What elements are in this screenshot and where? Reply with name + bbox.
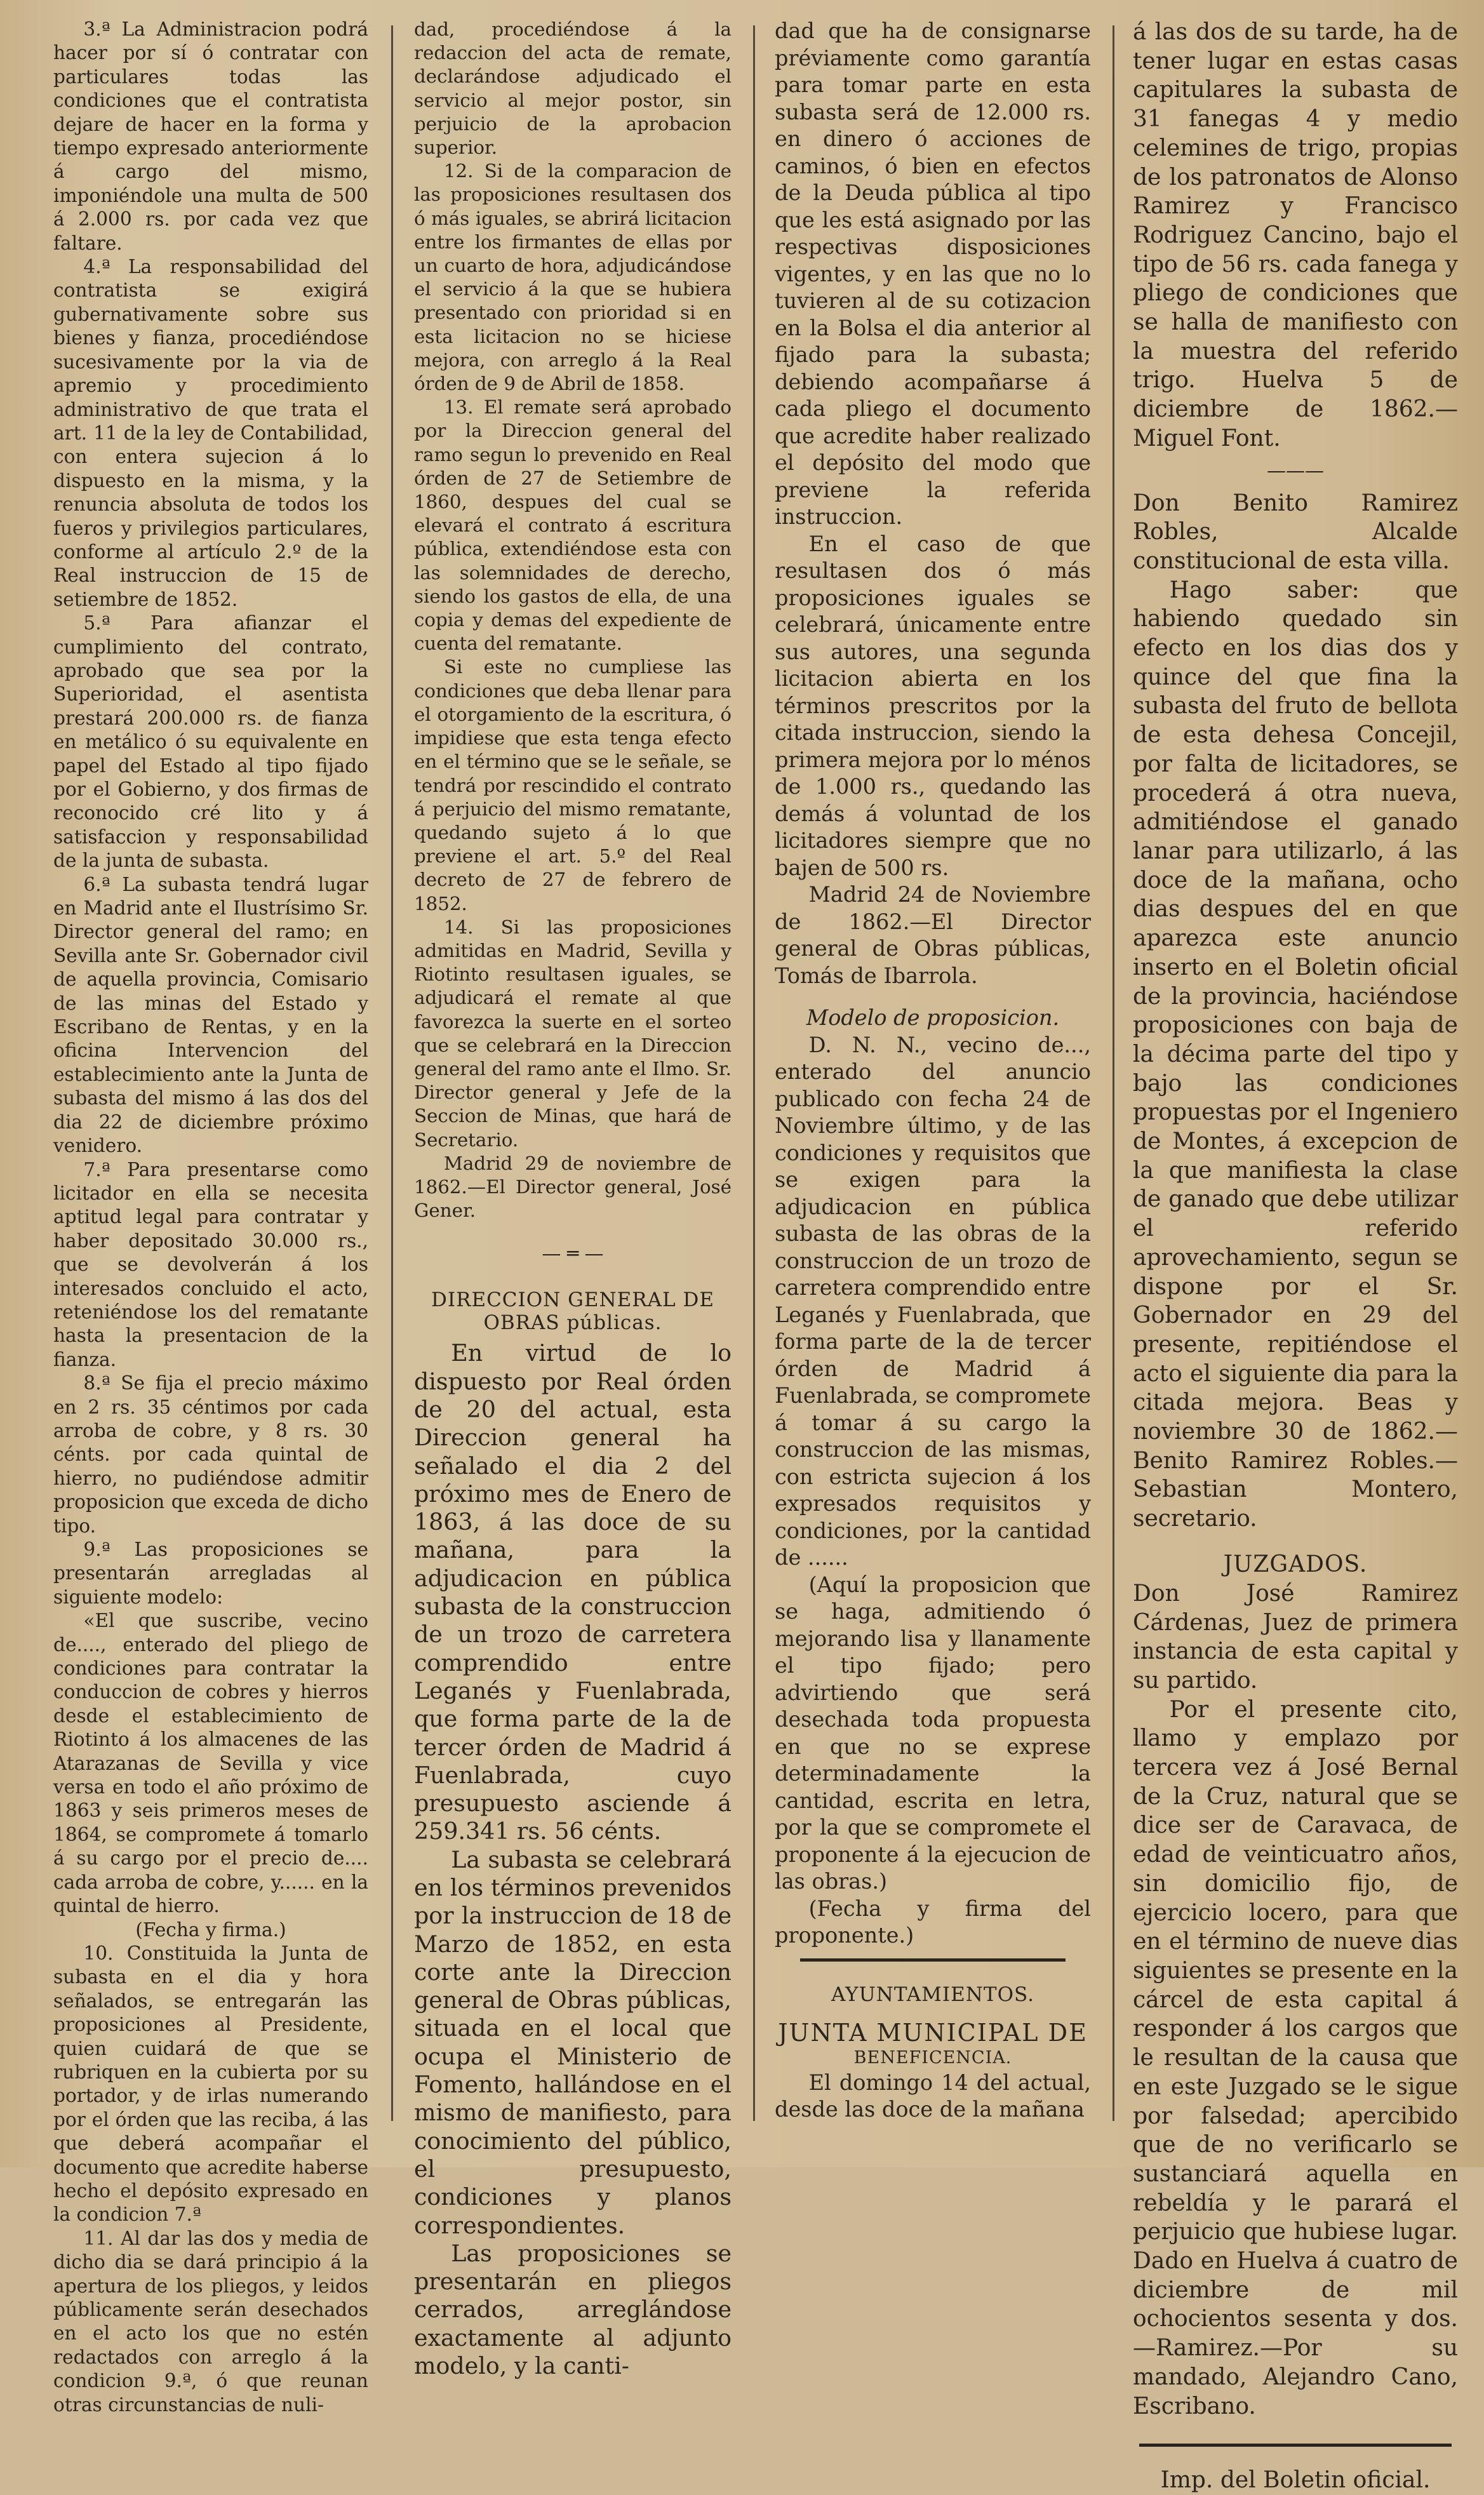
subsection-heading: JUNTA MUNICIPAL DE xyxy=(778,2018,1088,2047)
paragraph: (Fecha y firma del proponente.) xyxy=(775,1896,1091,1948)
paragraph: 10. Constituida la Junta de subasta en el dia y hora señalados, se entregarán las proposiciones al Presidente, quien cuidará de que se rubriquen en la cubierta por su portador, y de irlas numerando por el órden que las reciba, á las que deberá acompañar el documento que acredite haberse hecho el depósito expresado en la condicion 7.ª xyxy=(53,1942,368,2226)
column-1 xyxy=(53,18,368,2417)
divider xyxy=(800,1958,1066,1962)
subsection-heading: BENEFICENCIA. xyxy=(853,2047,1012,2068)
column-3 xyxy=(775,18,1091,2124)
paragraph: En virtud de lo dispuesto por Real órden de 20 del actual, esta Direccion general ha señalado el dia 2 del próximo mes de Enero de 1863, á las doce de su mañana, para la adjudicacion en pública subasta de la construccion de un trozo de carretera comprendido entre Leganés y Fuenlabrada, que forma parte de la de tercer órden de Madrid á Fuenlabrada, cuyo presupuesto asciende á 259.341 rs. 56 cénts. xyxy=(414,1339,732,1845)
paragraph: En el caso de que resultasen dos ó más proposiciones iguales se celebrará, únicamente entre sus autores, una segunda licitacion abierta en los términos prescritos por la citada instruccion, siendo la primera mejora por lo ménos de 1.000 rs., quedando las demás á voluntad de los licitadores siempre que no bajen de 500 rs. xyxy=(775,531,1091,880)
paragraph: 5.ª Para afianzar el cumplimiento del contrato, aprobado que sea por la Superioridad, el asentista prestará 200.000 rs. de fianza en metálico ó su equivalente en papel del Estado al tipo fijado por el Gobierno, y dos firmas de reconocido cré lito y á satisfaccion y responsabilidad de la junta de subasta. xyxy=(53,612,368,872)
paragraph: á las dos de su tarde, ha de tener lugar en estas casas capitulares la subasta de 31 fanegas 4 y medio celemines de trigo, propias de los patronatos de Alonso Ramirez y Francisco Rodriguez Cancino, bajo el tipo de 56 rs. cada fanega y pliego de condiciones que se halla de manifiesto con la muestra del referido trigo. Huelva 5 de diciembre de 1862.—Miguel Font. xyxy=(1133,19,1458,452)
paragraph: dad que ha de consignarse préviamente como garantía para tomar parte en esta subasta será de 12.000 rs. en dinero ó acciones de caminos, ó bien en efectos de la Deuda pública al tipo que les está asignado por las respectivas disposiciones vigentes, y en las que no lo tuvieren al de su cotizacion en la Bolsa el dia anterior al fijado para la subasta; debiendo acompañarse á cada pliego el documento que acredite haber realizado el depósito del modo que previene la referida instruccion. xyxy=(775,18,1091,529)
paragraph: 8.ª Se fija el precio máximo en 2 rs. 35 céntimos por cada arroba de cobre, y 8 rs. 30 cénts. por cada quintal de hierro, no pudiéndose admitir proposicion que exceda de dicho tipo. xyxy=(53,1372,368,1537)
paragraph: 12. Si de la comparacion de las proposiciones resultasen dos ó más iguales, se abrirá licitacion entre los firmantes de ellas por un cuarto de hora, adjudicándose el servicio á la que se hubiera presentado con prioridad si en esta licitacion no se hiciese mejora, con arreglo á la Real órden de 9 de Abril de 1858. xyxy=(414,160,732,395)
paragraph: (Aquí la proposicion que se haga, admitiendo ó mejorando lisa y llanamente el tipo fijado; pero advirtiendo que será desechada toda propuesta en que no se exprese determinadamente la cantidad, escrita en letra, por la que se compromete el proponente á la ejecucion de las obras.) xyxy=(775,1572,1091,1894)
section-heading: JUZGADOS. xyxy=(1223,1551,1368,1577)
paragraph: Hago saber: que habiendo quedado sin efecto en los dias dos y quince del que fina la subasta del fruto de bellota de esta dehesa Concejil, por falta de licitadores, se procederá á otra nueva, admitiéndose el ganado lanar para utilizarlo, á las doce de la mañana, ocho dias despues del en que aparezca este anuncio inserto en el Boletin oficial de la provincia, haciéndose proposiciones con baja de la décima parte del tipo y bajo las condiciones propuestas por el Ingeniero de Montes, á excepcion de la que manifiesta la clase de ganado que debe utilizar el referido aprovechamiento, segun se dispone por el Sr. Gobernador en 29 del presente, repitiéndose el acto el siguiente dia para la citada mejora. Beas y noviembre 30 de 1862.—Benito Ramirez Robles.—Sebastian Montero, secretario. xyxy=(1133,577,1458,1532)
paragraph: Las proposiciones se presentarán en pliegos cerrados, arreglándose exactamente al adjunto modelo, y la canti- xyxy=(414,2239,732,2380)
section-separator: — ═ — xyxy=(542,1243,604,1266)
paragraph: Si este no cumpliese las condiciones que deba llenar para el otorgamiento de la escritura, ó impidiese que esta tenga efecto en el término que se le señale, se tendrá por rescindido el contrato á perjuicio del mismo rematante, quedando sujeto á lo que previene el art. 5.º del Real decreto de 27 de febrero de 1852. xyxy=(414,656,732,914)
paragraph: 14. Si las proposiciones admitidas en Madrid, Sevilla y Riotinto resultasen iguales, se adjudicará el remate al que favorezca la suerte en el sorteo que se celebrará en la Direccion general del ramo ante el Ilmo. Sr. Director general y Jefe de la Seccion de Minas, que hará de Secretario. xyxy=(414,916,732,1151)
paragraph: El domingo 14 del actual, desde las doce de la mañana xyxy=(775,2070,1091,2122)
divider xyxy=(1139,2444,1452,2447)
imprint: Imp. del Boletin oficial. xyxy=(1160,2467,1431,2494)
paragraph: D. N. N., vecino de..., enterado del anuncio publicado con fecha 24 de Noviembre último, y de las condiciones y requisitos que se exigen para la adjudicacion en pública subasta de las obras de la construccion de un trozo de carretera comprendido entre Leganés y Fuenlabrada, que forma parte de la de tercer órden de Madrid á Fuenlabrada, se compromete á tomar á su cargo la construccion de las mismas, con estricta sujecion á los expresados requisitos y condiciones, por la cantidad de ...... xyxy=(775,1032,1091,1570)
column-rule xyxy=(1113,25,1114,2121)
paragraph: dad, procediéndose á la redaccion del acta de remate, declarándose adjudicado el servicio al mejor postor, sin perjuicio de la aprobacion superior. xyxy=(414,18,732,159)
column-rule xyxy=(753,25,755,2121)
section-heading: DIRECCION GENERAL DE OBRAS públicas. xyxy=(431,1288,714,1335)
notice-heading: Don Benito Ramirez Robles, Alcalde constitucional de esta villa. xyxy=(1133,490,1458,574)
section-heading: AYUNTAMIENTOS. xyxy=(831,1983,1035,2006)
paragraph: La subasta se celebrará en los términos prevenidos por la instruccion de 18 de Marzo de 1852, en esta corte ante la Direccion general de Obras públicas, situada en el local que ocupa el Ministerio de Fomento, hallándose en el mismo de manifiesto, para conocimiento del público, el presupuesto, condiciones y planos correspondientes. xyxy=(414,1845,732,2239)
paragraph: 3.ª La Administracion podrá hacer por sí ó contratar con particulares todas las condiciones que el contratista dejare de hacer en la forma y tiempo expresado anteriormente á cargo del mismo, imponiéndole una multa de 500 á 2.000 rs. por cada vez que faltare. xyxy=(53,18,368,254)
paragraph: 4.ª La responsabilidad del contratista se exigirá gubernativamente sobre sus bienes y fianza, procediéndose sucesivamente por la via de apremio y procedimiento administrativo de que trata el art. 11 de la ley de Contabilidad, con entera sujecion á lo dispuesto en la misma, y la renuncia absoluta de todos los fueros y privilegios particulares, conforme al artículo 2.º de la Real instruccion de 15 de setiembre de 1852. xyxy=(53,256,368,610)
notice-heading: Don José Ramirez Cárdenas, Juez de primera instancia de esta capital y su partido. xyxy=(1133,1580,1458,1694)
signature-line: Madrid 29 de noviembre de 1862.—El Director general, José Gener. xyxy=(414,1152,732,1222)
paragraph: Por el presente cito, llamo y emplazo por tercera vez á José Bernal de la Cruz, natural que se dice ser de Caravaca, de edad de veinticuatro años, sin domicilio fijo, de ejercicio locero, para que en el término de nueve dias siguientes se presente en la cárcel de esta capital á responder á los cargos que le resultan de la causa que en este Juzgado se le sigue por falsedad; apercibido que de no verificarlo se sustanciará aquella en rebeldía y le parará el perjuicio que hubiese lugar. Dado en Huelva á cuatro de diciembre de mil ochocientos sesenta y dos.—Ramirez.—Por su mandado, Alejandro Cano, Escribano. xyxy=(1133,1696,1458,2419)
model-title: Modelo de proposicion. xyxy=(806,1005,1060,1030)
paragraph: 7.ª Para presentarse como licitador en ella se necesita aptitud legal para contratar y haber depositado 30.000 rs., que se devolverán á los interesados concluido el acto, reteniéndose los del rematante hasta la presentacion de la fianza. xyxy=(53,1158,368,1370)
signature-line: (Fecha y firma.) xyxy=(135,1918,286,1941)
column-2 xyxy=(414,18,732,2380)
model-quote: «El que suscribe, vecino de...., enterado del pliego de condiciones para contratar la conduccion de cobres y hierros desde el establecimiento de Riotinto á los almacenes de las Atarazanas de Sevilla y vice versa en todo el año próximo de 1863 y seis primeros meses de 1864, se compromete á tomarlo á su cargo por el precio de.... cada arroba de cobre, y...... en la quintal de hierro. xyxy=(53,1610,368,1917)
column-rule xyxy=(391,25,393,2121)
paragraph: 9.ª Las proposiciones se presentarán arregladas al siguiente modelo: xyxy=(53,1539,368,1608)
paragraph: 11. Al dar las dos y media de dicho dia se dará principio á la apertura de los pliegos, y leidos públicamente serán desechados en el acto los que no estén redactados con arreglo á la condicion 9.ª, ó que reunan otras circunstancias de nuli- xyxy=(53,2227,368,2416)
paragraph: 6.ª La subasta tendrá lugar en Madrid ante el Ilustrísimo Sr. Director general del ramo; en Sevilla ante Sr. Gobernador civil de aquella provincia, Comisario de las minas del Estado y Escribano de Rentas, y en la oficina Intervencion del establecimiento ante la Junta de subasta del mismo á las dos del dia 22 de diciembre próximo venidero. xyxy=(53,873,368,1157)
paragraph: 13. El remate será aprobado por la Direccion general del ramo segun lo prevenido en Real órden de 27 de Setiembre de 1860, despues del cual se elevará el contrato á escritura pública, extendiéndose esta con las solemnidades de derecho, siendo los gastos de ella, de una copia y demas del expediente de cuenta del rematante. xyxy=(414,396,732,655)
signature-line: Madrid 24 de Noviembre de 1862.—El Director general de Obras públicas, Tomás de Ibarrola. xyxy=(775,882,1091,988)
column-4 xyxy=(1133,18,1458,2495)
section-separator: ——— xyxy=(1267,459,1324,482)
